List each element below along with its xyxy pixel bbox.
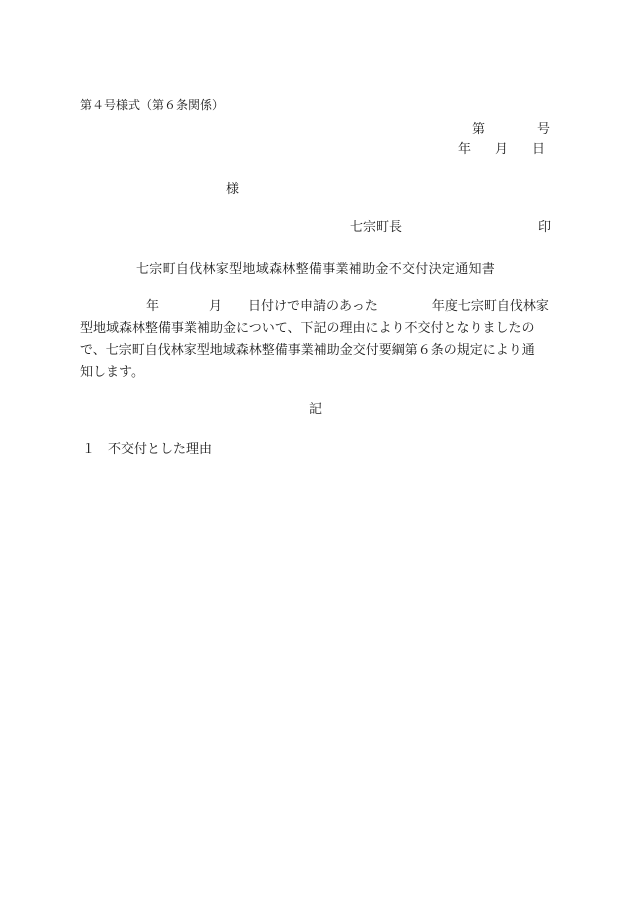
item-number: １	[82, 442, 96, 457]
list-item	[82, 438, 212, 457]
date-year: 年	[458, 142, 472, 157]
body-paragraph	[80, 296, 552, 384]
sender-name: 七宗町長	[350, 220, 403, 235]
item-label: 不交付とした理由	[108, 442, 213, 457]
body-application-text: 日付けで申請のあった	[248, 299, 378, 314]
body-year: 年	[146, 299, 160, 314]
addressee-honorific: 様	[226, 182, 240, 197]
ki-heading: 記	[309, 402, 323, 417]
body-line-1	[80, 296, 552, 318]
form-label: 第４号様式（第６条関係）	[80, 98, 225, 112]
body-fiscal-year-text: 年度七宗町自伐林家	[431, 299, 549, 314]
document-number	[472, 118, 550, 137]
document-date	[458, 138, 545, 157]
date-month: 月	[495, 142, 509, 157]
document-number-suffix: 号	[537, 122, 551, 137]
seal-mark: 印	[538, 220, 552, 235]
body-month: 月	[209, 299, 223, 314]
date-day: 日	[532, 142, 546, 157]
document-number-prefix: 第	[472, 122, 486, 137]
body-line-4: 知します。	[80, 365, 144, 380]
body-line-3: で、七宗町自伐林家型地域森林整備事業補助金交付要綱第６条の規定により通	[80, 343, 535, 358]
document-title: 七宗町自伐林家型地域森林整備事業補助金不交付決定通知書	[136, 262, 496, 277]
body-line-2: 型地域森林整備事業補助金について、下記の理由により不交付となりましたの	[80, 321, 535, 336]
